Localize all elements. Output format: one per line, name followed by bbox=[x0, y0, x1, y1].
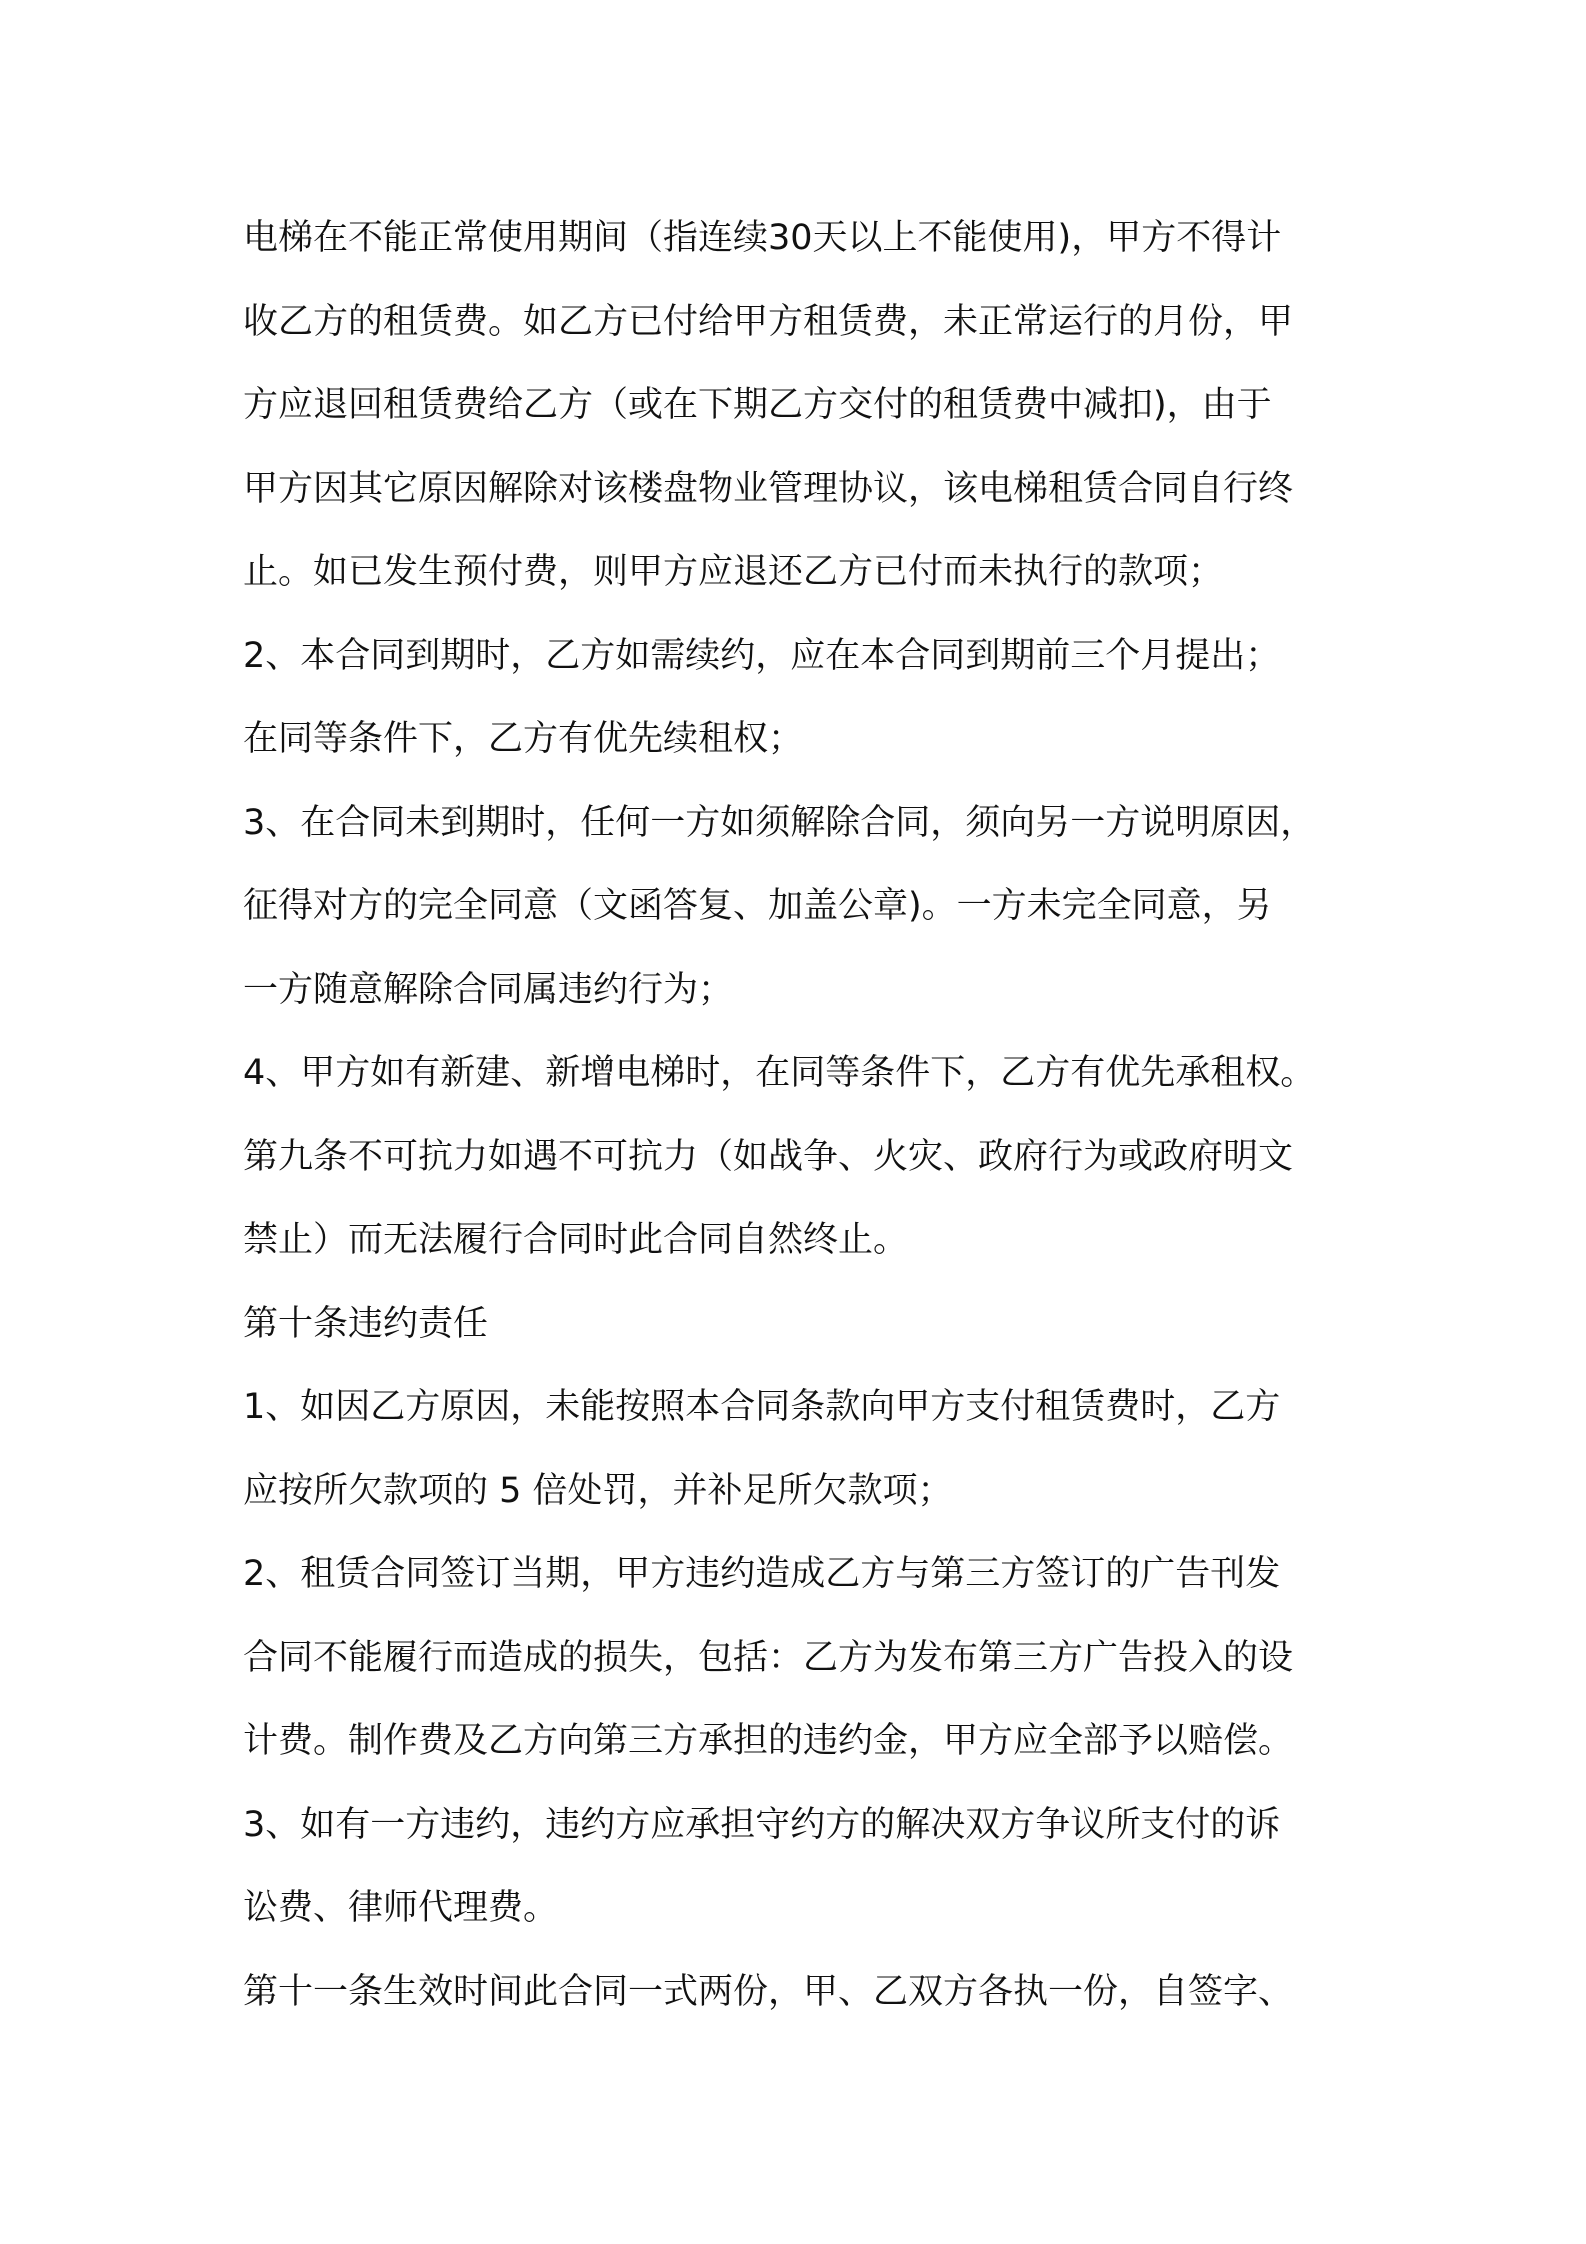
text-line-13: 禁止）而无法履行合同时此合同自然终止。 bbox=[243, 1220, 909, 1260]
text-line-8: 3、在合同未到期时，任何一方如须解除合同，须向另一方说明原因， bbox=[243, 802, 1316, 843]
text-line-12: 第九条不可抗力如遇不可抗力（如战争、火灾、政府行为或政府明文 bbox=[243, 1136, 1294, 1177]
contract-text-body bbox=[243, 197, 1363, 2034]
text-line-7: 在同等条件下，乙方有优先续租权； bbox=[243, 719, 804, 759]
text-line-22: 第十一条生效时间此合同一式两份，甲、乙双方各执一份，自签字、 bbox=[243, 1971, 1294, 2012]
text-line-21: 讼费、律师代理费。 bbox=[243, 1888, 559, 1928]
text-line-11: 4、甲方如有新建、新增电梯时，在同等条件下，乙方有优先承租权。 bbox=[243, 1053, 1316, 1093]
text-line-2: 收乙方的租赁费。如乙方已付给甲方租赁费，未正常运行的月份，甲 bbox=[243, 301, 1294, 342]
section-heading-article-10: 第十条违约责任 bbox=[243, 1303, 489, 1344]
text-line-3: 方应退回租赁费给乙方（或在下期乙方交付的租赁费中减扣)，由于 bbox=[243, 385, 1272, 425]
text-line-1: 电梯在不能正常使用期间（指连续30天以上不能使用)，甲方不得计 bbox=[243, 218, 1282, 258]
text-line-10: 一方随意解除合同属违约行为； bbox=[243, 969, 734, 1010]
text-line-9: 征得对方的完全同意（文函答复、加盖公章)。一方未完全同意，另 bbox=[243, 886, 1272, 926]
text-line-17: 2、租赁合同签订当期，甲方违约造成乙方与第三方签订的广告刊发 bbox=[243, 1554, 1281, 1594]
text-line-6: 2、本合同到期时，乙方如需续约，应在本合同到期前三个月提出； bbox=[243, 635, 1281, 676]
text-line-4: 甲方因其它原因解除对该楼盘物业管理协议，该电梯租赁合同自行终 bbox=[243, 468, 1294, 509]
text-line-19: 计费。制作费及乙方向第三方承担的违约金，甲方应全部予以赔偿。 bbox=[243, 1721, 1294, 1761]
text-line-16: 应按所欠款项的 5 倍处罚，并补足所欠款项； bbox=[243, 1470, 953, 1511]
text-line-20: 3、如有一方违约，违约方应承担守约方的解决双方争议所支付的诉 bbox=[243, 1804, 1281, 1845]
text-line-5: 止。如已发生预付费，则甲方应退还乙方已付而未执行的款项； bbox=[243, 552, 1224, 592]
text-line-15: 1、如因乙方原因，未能按照本合同条款向甲方支付租赁费时，乙方 bbox=[243, 1387, 1281, 1427]
text-line-18: 合同不能履行而造成的损失，包括：乙方为发布第三方广告投入的设 bbox=[243, 1637, 1294, 1678]
